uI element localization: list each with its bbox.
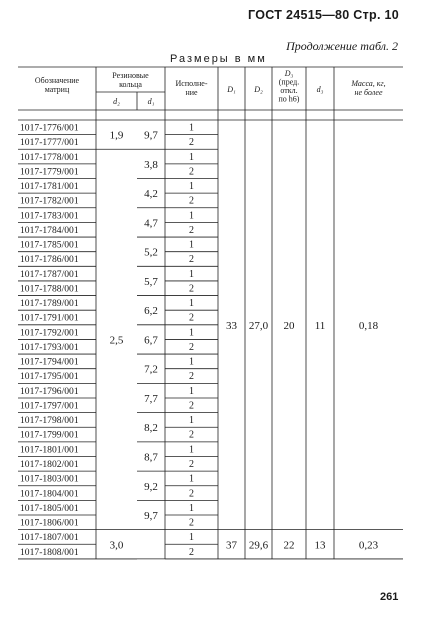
execution-value: 1 <box>189 444 194 456</box>
execution-value: 1 <box>189 268 194 280</box>
header-mass: не более <box>354 88 383 97</box>
mass-value-b: 0,23 <box>358 539 379 552</box>
matrix-designation: 1017-1786/001 <box>20 254 79 266</box>
page-number: 261 <box>380 591 399 603</box>
header-d1: d₁ <box>147 97 155 106</box>
execution-value: 2 <box>189 546 194 558</box>
execution-value: 2 <box>189 488 194 500</box>
matrix-designation: 1017-1797/001 <box>20 400 79 412</box>
execution-value: 2 <box>189 166 194 178</box>
matrix-designation: 1017-1778/001 <box>20 151 79 163</box>
d1-value: 7,7 <box>144 392 158 405</box>
matrix-designation: 1017-1802/001 <box>20 458 79 470</box>
header-execution: ние <box>185 88 198 97</box>
header-rubber-rings: Резиновые <box>112 71 149 80</box>
header-D2: D₂ <box>254 85 263 94</box>
d1-value: 5,2 <box>144 246 158 259</box>
matrix-designation: 1017-1808/001 <box>20 546 79 558</box>
header-rubber-rings: кольца <box>119 80 142 89</box>
execution-value: 2 <box>189 517 194 529</box>
header-designation: Обозначение <box>34 76 80 85</box>
d1-value: 6,2 <box>144 305 158 318</box>
D1-value-a: 33 <box>226 319 237 332</box>
matrix-designation: 1017-1806/001 <box>20 517 79 529</box>
matrix-designation: 1017-1805/001 <box>20 502 79 514</box>
D2-value-b: 29,6 <box>248 539 269 552</box>
execution-value: 1 <box>189 473 194 485</box>
matrix-designation: 1017-1801/001 <box>20 444 79 456</box>
execution-value: 1 <box>189 210 194 222</box>
d3-value-a: 11 <box>314 319 326 332</box>
header-d2: d₂ <box>113 97 120 106</box>
d1-value: 9,7 <box>144 510 158 523</box>
header-D1: D₁ <box>227 85 236 94</box>
page-header: ГОСТ 24515—80 Стр. 10 <box>248 8 400 22</box>
D3-value-a: 20 <box>283 319 295 332</box>
execution-value: 2 <box>189 254 194 266</box>
matrix-designation: 1017-1781/001 <box>20 181 79 193</box>
matrix-designation: 1017-1787/001 <box>20 268 79 280</box>
execution-value: 2 <box>189 195 194 207</box>
d3-value-b: 13 <box>314 539 326 552</box>
header-D3: (пред. <box>278 77 300 87</box>
header-d3: d₃ <box>316 85 324 94</box>
d1-value: 6,7 <box>144 334 158 347</box>
execution-value: 1 <box>189 181 194 193</box>
execution-value: 1 <box>189 239 194 251</box>
matrix-designation: 1017-1796/001 <box>20 385 79 397</box>
d1-value: 3,8 <box>144 158 158 171</box>
matrix-designation: 1017-1788/001 <box>20 283 79 295</box>
d1-value: 9,7 <box>144 129 158 142</box>
d1-value: 7,2 <box>144 363 158 376</box>
execution-value: 1 <box>189 385 194 397</box>
D3-value-b: 22 <box>283 539 295 552</box>
execution-value: 2 <box>189 137 194 149</box>
header-D3: по h6) <box>278 94 300 104</box>
matrix-designation: 1017-1784/001 <box>20 224 79 236</box>
execution-value: 1 <box>189 327 194 339</box>
matrix-designation: 1017-1777/001 <box>20 137 79 149</box>
execution-value: 1 <box>189 122 194 134</box>
d2-value: 1,9 <box>109 129 124 142</box>
d1-value: 5,7 <box>144 275 158 288</box>
d2-value: 3,0 <box>109 539 124 552</box>
execution-value: 1 <box>189 298 194 310</box>
matrix-designation: 1017-1798/001 <box>20 415 79 427</box>
D2-value-a: 27,0 <box>248 319 269 332</box>
matrix-designation: 1017-1776/001 <box>20 122 79 134</box>
d1-value: 8,2 <box>144 422 158 435</box>
execution-value: 1 <box>189 356 194 368</box>
execution-value: 2 <box>189 224 194 236</box>
execution-value: 2 <box>189 429 194 441</box>
matrix-designation: 1017-1783/001 <box>20 210 79 222</box>
matrix-designation: 1017-1789/001 <box>20 298 79 310</box>
matrix-designation: 1017-1799/001 <box>20 429 79 441</box>
execution-value: 1 <box>189 532 194 544</box>
header-D3: D₃ <box>284 69 294 78</box>
matrix-designation: 1017-1795/001 <box>20 371 79 383</box>
d2-value: 2,5 <box>109 334 124 347</box>
execution-value: 1 <box>189 151 194 163</box>
dimensions-caption: Размеры в мм <box>170 53 267 65</box>
D1-value-b: 37 <box>226 539 237 552</box>
execution-value: 2 <box>189 458 194 470</box>
header-D3: откл. <box>280 86 298 95</box>
header-designation: матриц <box>44 85 70 94</box>
header-mass: Масса, кг, <box>351 79 386 88</box>
matrix-designation: 1017-1794/001 <box>20 356 79 368</box>
d1-value: 9,2 <box>144 480 158 493</box>
execution-value: 2 <box>189 283 194 295</box>
execution-value: 1 <box>189 415 194 427</box>
header-execution: Исполне- <box>175 79 208 88</box>
d1-value: 8,7 <box>144 451 158 464</box>
table-continuation-title: Продолжение табл. 2 <box>286 39 398 53</box>
matrix-designation: 1017-1779/001 <box>20 166 79 178</box>
matrix-designation: 1017-1803/001 <box>20 473 79 485</box>
mass-value-a: 0,18 <box>358 319 379 332</box>
matrix-designation: 1017-1782/001 <box>20 195 79 207</box>
matrix-designation: 1017-1793/001 <box>20 341 79 353</box>
d1-value: 4,7 <box>144 217 158 230</box>
matrix-designation: 1017-1804/001 <box>20 488 79 500</box>
execution-value: 2 <box>189 371 194 383</box>
execution-value: 2 <box>189 312 194 324</box>
execution-value: 2 <box>189 341 194 353</box>
matrix-designation: 1017-1791/001 <box>20 312 79 324</box>
execution-value: 1 <box>189 502 194 514</box>
matrix-designation: 1017-1785/001 <box>20 239 79 251</box>
matrix-designation: 1017-1792/001 <box>20 327 79 339</box>
matrix-designation: 1017-1807/001 <box>20 532 79 544</box>
d1-value: 4,2 <box>144 188 158 201</box>
execution-value: 2 <box>189 400 194 412</box>
